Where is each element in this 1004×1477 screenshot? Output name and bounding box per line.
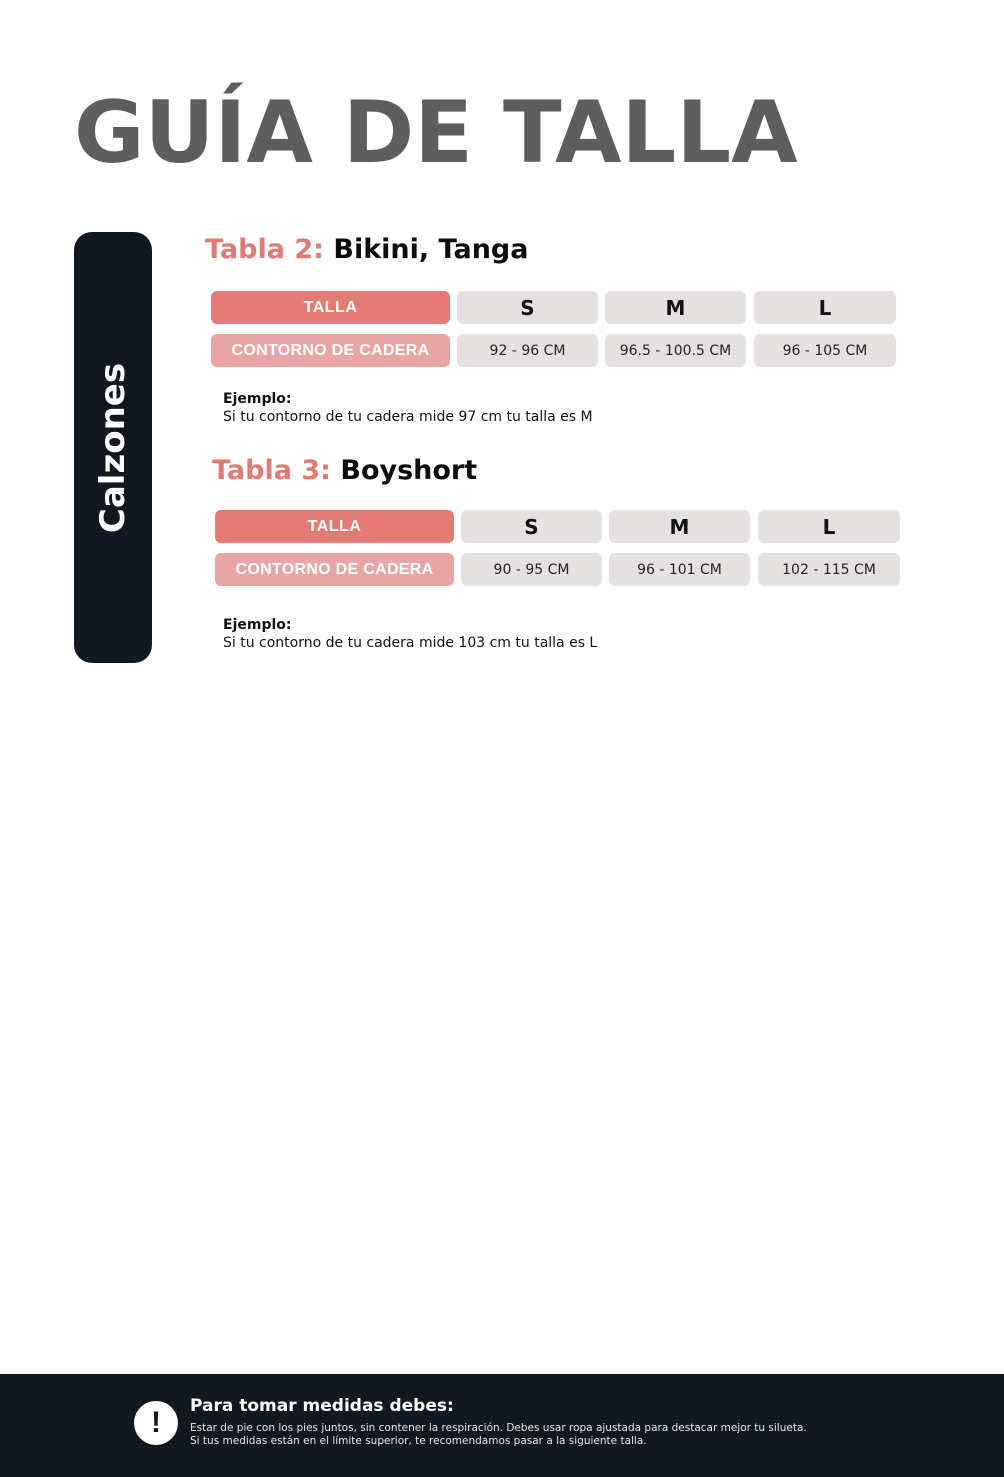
table-number: Tabla 3: bbox=[212, 455, 331, 486]
talla-header: TALLA bbox=[215, 510, 454, 543]
size-l-measurement: 96 - 105 CM bbox=[754, 334, 896, 367]
example-label: Ejemplo: bbox=[223, 617, 292, 633]
page-title: GUÍA DE TALLA bbox=[74, 83, 798, 183]
size-s-measurement: 90 - 95 CM bbox=[461, 553, 602, 586]
example-text: Si tu contorno de tu cadera mide 103 cm tu talla es L bbox=[223, 635, 598, 651]
footer-title: Para tomar medidas debes: bbox=[190, 1396, 454, 1416]
example-text: Si tu contorno de tu cadera mide 97 cm tu talla es M bbox=[223, 409, 593, 425]
category-tab bbox=[74, 232, 152, 663]
size-s-header: S bbox=[461, 510, 602, 543]
example-label: Ejemplo: bbox=[223, 391, 292, 407]
footer-instruction-line-2: Si tus medidas están en el límite superior, te recomendamos pasar a la siguiente talla. bbox=[190, 1435, 647, 1447]
size-l-header: L bbox=[754, 291, 896, 324]
example-note-table-2 bbox=[223, 390, 593, 426]
size-m-measurement: 96.5 - 100.5 CM bbox=[605, 334, 746, 367]
size-l-measurement: 102 - 115 CM bbox=[758, 553, 900, 586]
size-l-header: L bbox=[758, 510, 900, 543]
hip-contour-label: CONTORNO DE CADERA bbox=[215, 553, 454, 586]
table-name: Bikini, Tanga bbox=[333, 234, 529, 265]
size-m-header: M bbox=[605, 291, 746, 324]
footer-instruction-line-1: Estar de pie con los pies juntos, sin contener la respiración. Debes usar ropa ajustada para destacar mejor tu silueta. bbox=[190, 1422, 807, 1434]
measurement-instructions-footer bbox=[0, 1374, 1004, 1477]
size-m-measurement: 96 - 101 CM bbox=[609, 553, 750, 586]
size-s-measurement: 92 - 96 CM bbox=[457, 334, 598, 367]
table-3-heading bbox=[212, 455, 477, 486]
size-s-header: S bbox=[457, 291, 598, 324]
talla-header: TALLA bbox=[211, 291, 450, 324]
size-m-header: M bbox=[609, 510, 750, 543]
category-tab-label: Calzones bbox=[93, 362, 133, 533]
table-number: Tabla 2: bbox=[205, 234, 324, 265]
example-note-table-3 bbox=[223, 616, 597, 652]
hip-contour-label: CONTORNO DE CADERA bbox=[211, 334, 450, 367]
table-name: Boyshort bbox=[340, 455, 478, 486]
table-2-heading bbox=[205, 234, 528, 265]
exclamation-icon: ! bbox=[134, 1401, 178, 1445]
